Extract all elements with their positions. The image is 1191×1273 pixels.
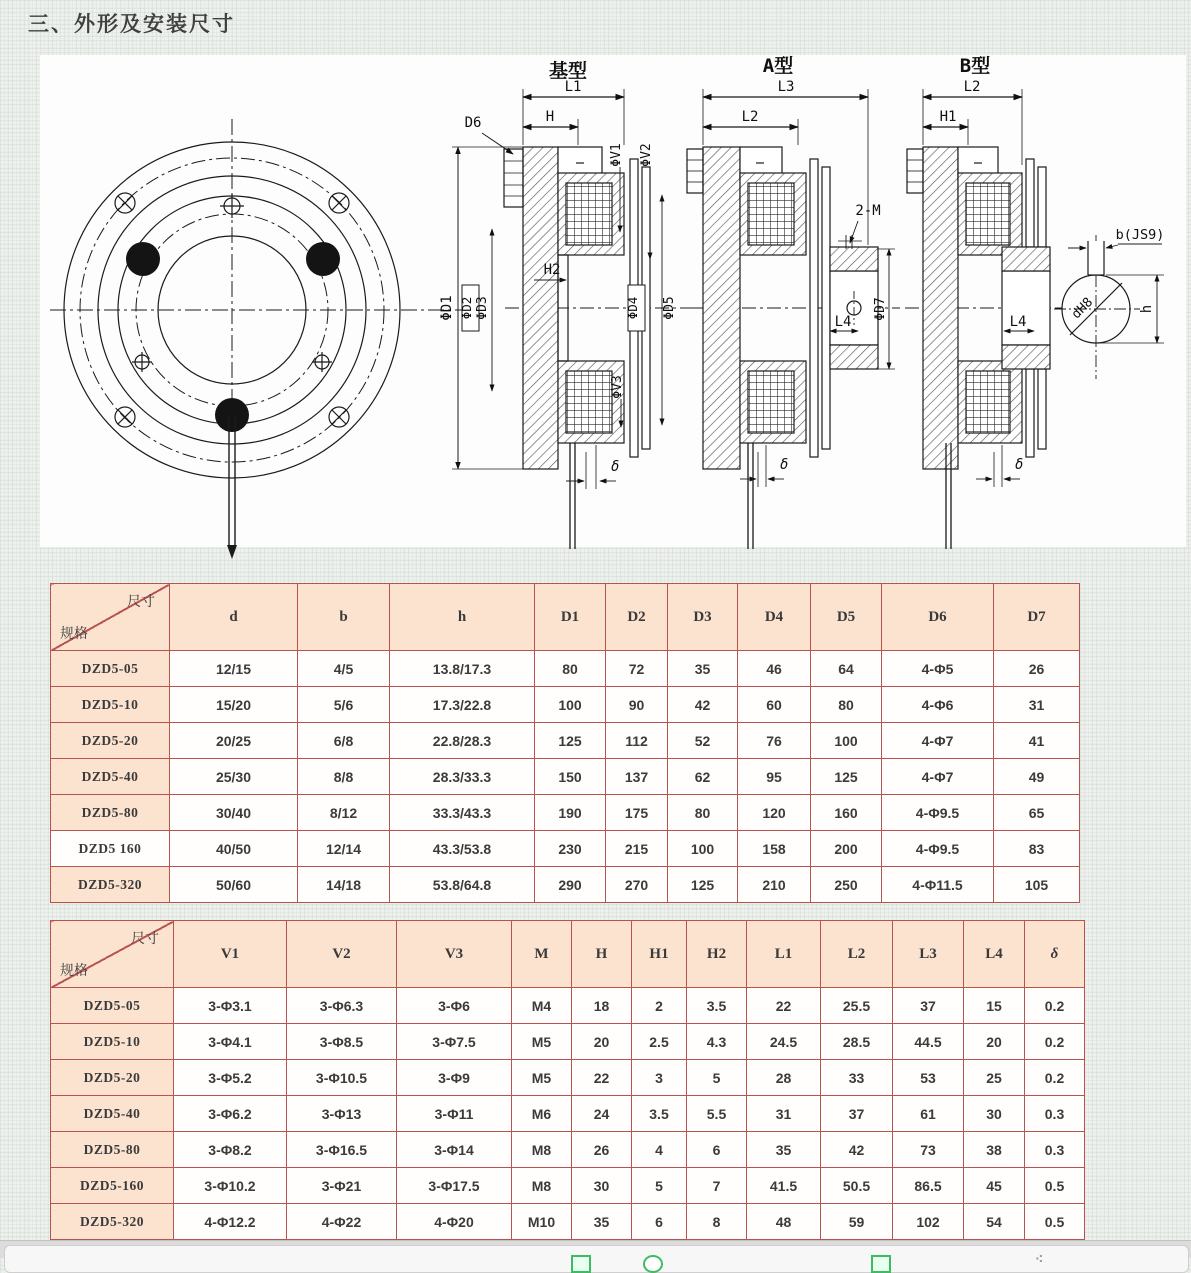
cell: 3-Φ11 xyxy=(397,1096,512,1132)
cell: 3-Φ10.2 xyxy=(174,1168,287,1204)
cell: 17.3/22.8 xyxy=(390,687,535,723)
cell: 25.5 xyxy=(821,988,893,1024)
table-row xyxy=(51,1132,1085,1168)
cell: 8/12 xyxy=(298,795,390,831)
lead-wire xyxy=(227,415,237,559)
dim-l4-b: L4 xyxy=(1009,314,1027,330)
dim-l2-b: L2 xyxy=(963,79,981,95)
col-header: L2 xyxy=(821,921,893,988)
cell: 72 xyxy=(606,651,668,687)
col-header: L3 xyxy=(893,921,964,988)
dim-h2: H2 xyxy=(543,262,561,278)
col-header: b xyxy=(298,584,390,651)
cell: M5 xyxy=(512,1060,572,1096)
cell: 80 xyxy=(535,651,606,687)
cell: 24 xyxy=(572,1096,632,1132)
cell: 42 xyxy=(668,687,738,723)
cell: 95 xyxy=(738,759,811,795)
cell: 125 xyxy=(668,867,738,903)
cell: 18 xyxy=(572,988,632,1024)
cell: 3-Φ6.3 xyxy=(287,988,397,1024)
lead-wire xyxy=(748,443,753,549)
table-row xyxy=(51,1168,1085,1204)
dim-l2-a: L2 xyxy=(741,109,759,125)
cell: 100 xyxy=(668,831,738,867)
cell: 3 xyxy=(632,1060,687,1096)
cell: 3-Φ6 xyxy=(397,988,512,1024)
cell: 80 xyxy=(811,687,882,723)
dimension-table-d xyxy=(50,583,1080,903)
cell: 4-Φ12.2 xyxy=(174,1204,287,1240)
cell: 53.8/64.8 xyxy=(390,867,535,903)
cell: 0.3 xyxy=(1025,1096,1085,1132)
cell: 7 xyxy=(687,1168,747,1204)
cell: 3-Φ8.5 xyxy=(287,1024,397,1060)
cell: 46 xyxy=(738,651,811,687)
front-view xyxy=(50,119,468,559)
cell: 100 xyxy=(535,687,606,723)
col-header: D3 xyxy=(668,584,738,651)
cell: 3-Φ9 xyxy=(397,1060,512,1096)
dim-l3: L3 xyxy=(777,79,795,95)
corner-label-spec: 规格 xyxy=(60,627,88,642)
cell: 125 xyxy=(811,759,882,795)
dim-phi-d5: ΦD5 xyxy=(662,296,677,320)
col-header: V3 xyxy=(397,921,512,988)
col-header: V2 xyxy=(287,921,397,988)
cell: 2.5 xyxy=(632,1024,687,1060)
dim-b-js9: b(JS9) xyxy=(1115,227,1165,243)
cell: 137 xyxy=(606,759,668,795)
cell: 45 xyxy=(964,1168,1025,1204)
cell: 8/8 xyxy=(298,759,390,795)
view-title-b: B型 xyxy=(959,55,991,77)
table-row xyxy=(51,1024,1085,1060)
cell: 125 xyxy=(535,723,606,759)
cell: 0.5 xyxy=(1025,1204,1085,1240)
cell: 54 xyxy=(964,1204,1025,1240)
cell: 41 xyxy=(994,723,1080,759)
col-header: D1 xyxy=(535,584,606,651)
cell: 37 xyxy=(893,988,964,1024)
cell: 4/5 xyxy=(298,651,390,687)
footer-toolbar xyxy=(0,1240,1191,1266)
cell: 3.5 xyxy=(632,1096,687,1132)
cell: 28.3/33.3 xyxy=(390,759,535,795)
cell: 3-Φ4.1 xyxy=(174,1024,287,1060)
cell: 25 xyxy=(964,1060,1025,1096)
cell: 49 xyxy=(994,759,1080,795)
cell: 150 xyxy=(535,759,606,795)
cell: 200 xyxy=(811,831,882,867)
row-model: DZD5-10 xyxy=(51,1024,174,1060)
col-header: h xyxy=(390,584,535,651)
view-title-base: 基型 xyxy=(548,60,588,82)
cell: 26 xyxy=(994,651,1080,687)
cell: 158 xyxy=(738,831,811,867)
table-header-row xyxy=(51,921,1085,988)
cell: 4-Φ20 xyxy=(397,1204,512,1240)
base-type-section xyxy=(439,59,692,549)
cell: 270 xyxy=(606,867,668,903)
dim-delta-b: δ xyxy=(1015,457,1024,473)
cell: 250 xyxy=(811,867,882,903)
cell: 8 xyxy=(687,1204,747,1240)
dim-h: H xyxy=(545,109,555,125)
cell: M6 xyxy=(512,1096,572,1132)
col-header: H1 xyxy=(632,921,687,988)
cell: 6 xyxy=(687,1132,747,1168)
cell: 15/20 xyxy=(170,687,298,723)
cell: 3-Φ16.5 xyxy=(287,1132,397,1168)
cell: 22 xyxy=(572,1060,632,1096)
cell: 14/18 xyxy=(298,867,390,903)
cell: 3-Φ5.2 xyxy=(174,1060,287,1096)
table-row xyxy=(51,867,1080,903)
green-bar-icon[interactable] xyxy=(871,1255,891,1273)
cell: 2 xyxy=(632,988,687,1024)
cell: 61 xyxy=(893,1096,964,1132)
col-header: D2 xyxy=(606,584,668,651)
cell: 4 xyxy=(632,1132,687,1168)
cell: 64 xyxy=(811,651,882,687)
cell: 41.5 xyxy=(747,1168,821,1204)
dim-d-h8: dH8 xyxy=(1068,294,1097,323)
row-model: DZD5-40 xyxy=(51,759,170,795)
cell: 112 xyxy=(606,723,668,759)
cell: 28 xyxy=(747,1060,821,1096)
cell: 0.3 xyxy=(1025,1132,1085,1168)
table-header-row xyxy=(51,584,1080,651)
table-row xyxy=(51,687,1080,723)
cell: 5 xyxy=(687,1060,747,1096)
cell: 43.3/53.8 xyxy=(390,831,535,867)
cell: 33.3/43.3 xyxy=(390,795,535,831)
cell: 0.5 xyxy=(1025,1168,1085,1204)
row-model: DZD5-10 xyxy=(51,687,170,723)
cell: 12/15 xyxy=(170,651,298,687)
table-row xyxy=(51,651,1080,687)
cell: 210 xyxy=(738,867,811,903)
table-row xyxy=(51,759,1080,795)
col-header: H2 xyxy=(687,921,747,988)
cell: 26 xyxy=(572,1132,632,1168)
col-header: L4 xyxy=(964,921,1025,988)
dim-phi-d7: ΦD7 xyxy=(873,297,888,321)
cell: 28.5 xyxy=(821,1024,893,1060)
col-header: H xyxy=(572,921,632,988)
cell: 3-Φ17.5 xyxy=(397,1168,512,1204)
cell: 80 xyxy=(668,795,738,831)
cell: 20 xyxy=(964,1024,1025,1060)
dim-delta-a: δ xyxy=(780,457,789,473)
cell: 48 xyxy=(747,1204,821,1240)
cell: 42 xyxy=(821,1132,893,1168)
table-row xyxy=(51,1060,1085,1096)
cell: 215 xyxy=(606,831,668,867)
row-model: DZD5-160 xyxy=(51,1168,174,1204)
cell: 5.5 xyxy=(687,1096,747,1132)
cell: 4-Φ11.5 xyxy=(882,867,994,903)
row-model: DZD5 160 xyxy=(51,831,170,867)
row-model: DZD5-05 xyxy=(51,651,170,687)
cell: 31 xyxy=(747,1096,821,1132)
cell: 3-Φ14 xyxy=(397,1132,512,1168)
cell: 4-Φ6 xyxy=(882,687,994,723)
cell: 76 xyxy=(738,723,811,759)
table-row xyxy=(51,795,1080,831)
cell: M8 xyxy=(512,1168,572,1204)
dim-l4-a: L4 xyxy=(834,314,852,330)
row-model: DZD5-320 xyxy=(51,867,170,903)
cell: 60 xyxy=(738,687,811,723)
cell: 30 xyxy=(572,1168,632,1204)
cell: 4-Φ7 xyxy=(882,759,994,795)
table-row xyxy=(51,831,1080,867)
table-row xyxy=(51,988,1085,1024)
cell: 31 xyxy=(994,687,1080,723)
cell: 3-Φ10.5 xyxy=(287,1060,397,1096)
cell: 230 xyxy=(535,831,606,867)
cell: 3-Φ3.1 xyxy=(174,988,287,1024)
cell: 20 xyxy=(572,1024,632,1060)
cell: 38 xyxy=(964,1132,1025,1168)
cell: M8 xyxy=(512,1132,572,1168)
dim-phi-d1: ΦD1 xyxy=(439,295,455,321)
cell: 0.2 xyxy=(1025,988,1085,1024)
green-circle-icon[interactable] xyxy=(643,1255,663,1273)
dim-phi-v3: ΦV3 xyxy=(610,375,625,399)
cell: 5/6 xyxy=(298,687,390,723)
footer-toolbar-inner xyxy=(4,1245,1189,1273)
cell: 102 xyxy=(893,1204,964,1240)
cell: 3-Φ21 xyxy=(287,1168,397,1204)
row-model: DZD5-20 xyxy=(51,1060,174,1096)
cell: M5 xyxy=(512,1024,572,1060)
table-row xyxy=(51,723,1080,759)
cell: 3-Φ13 xyxy=(287,1096,397,1132)
cell: 33 xyxy=(821,1060,893,1096)
row-model: DZD5-40 xyxy=(51,1096,174,1132)
cell: 90 xyxy=(606,687,668,723)
corner-label-size: 尺寸 xyxy=(127,595,155,610)
cell: 22.8/28.3 xyxy=(390,723,535,759)
cell: 86.5 xyxy=(893,1168,964,1204)
cell: 290 xyxy=(535,867,606,903)
cell: 6 xyxy=(632,1204,687,1240)
row-model: DZD5-80 xyxy=(51,1132,174,1168)
cell: 22 xyxy=(747,988,821,1024)
cell: 73 xyxy=(893,1132,964,1168)
cell: M4 xyxy=(512,988,572,1024)
row-model: DZD5-80 xyxy=(51,795,170,831)
cell: 13.8/17.3 xyxy=(390,651,535,687)
view-title-a: A型 xyxy=(762,55,794,77)
cell: 25/30 xyxy=(170,759,298,795)
cell: 15 xyxy=(964,988,1025,1024)
dimension-table-vl xyxy=(50,920,1085,1240)
ellipsis-icon[interactable]: ⁖ xyxy=(1035,1252,1044,1266)
col-header: d xyxy=(170,584,298,651)
dim-h-shaft: h xyxy=(1139,304,1155,314)
mounting-pad-icon xyxy=(126,242,340,432)
dim-phi-d4: ΦD4 xyxy=(625,296,640,320)
row-model: DZD5-20 xyxy=(51,723,170,759)
cell: 3-Φ7.5 xyxy=(397,1024,512,1060)
cell: 5 xyxy=(632,1168,687,1204)
col-header: D6 xyxy=(882,584,994,651)
corner-label-spec: 规格 xyxy=(60,964,88,979)
cell: 35 xyxy=(668,651,738,687)
dim-phi-d2: ΦD2 xyxy=(459,296,474,320)
col-header: D7 xyxy=(994,584,1080,651)
cell: 175 xyxy=(606,795,668,831)
cell: 35 xyxy=(747,1132,821,1168)
cell: 37 xyxy=(821,1096,893,1132)
col-header: D5 xyxy=(811,584,882,651)
lead-wire xyxy=(570,443,575,549)
b-type-section xyxy=(905,54,1062,549)
dim-d6: D6 xyxy=(464,115,482,131)
cell: 120 xyxy=(738,795,811,831)
table-row xyxy=(51,1204,1085,1240)
table-row xyxy=(51,1096,1085,1132)
cell: 35 xyxy=(572,1204,632,1240)
dim-delta-base: δ xyxy=(611,459,620,475)
cell: 4-Φ9.5 xyxy=(882,795,994,831)
cell: 12/14 xyxy=(298,831,390,867)
dim-phi-v2: ΦV2 xyxy=(639,143,654,167)
a-type-section xyxy=(687,54,900,549)
dim-h1: H1 xyxy=(939,109,957,125)
cell: 53 xyxy=(893,1060,964,1096)
cell: 50/60 xyxy=(170,867,298,903)
cell: 0.2 xyxy=(1025,1060,1085,1096)
cell: 44.5 xyxy=(893,1024,964,1060)
shaft-detail-view xyxy=(1054,227,1164,379)
dim-l1: L1 xyxy=(564,79,582,95)
cell: 59 xyxy=(821,1204,893,1240)
cell: M10 xyxy=(512,1204,572,1240)
dim-phi-v1: ΦV1 xyxy=(609,143,624,167)
cell: 40/50 xyxy=(170,831,298,867)
cell: 100 xyxy=(811,723,882,759)
cell: 4-Φ9.5 xyxy=(882,831,994,867)
technical-drawing-panel xyxy=(40,55,1186,547)
cell: 3-Φ8.2 xyxy=(174,1132,287,1168)
row-model: DZD5-320 xyxy=(51,1204,174,1240)
page-title: 三、外形及安装尺寸 xyxy=(28,13,235,36)
cell: 4.3 xyxy=(687,1024,747,1060)
cell: 24.5 xyxy=(747,1024,821,1060)
cell: 83 xyxy=(994,831,1080,867)
col-header: L1 xyxy=(747,921,821,988)
engineering-drawing xyxy=(40,55,1186,547)
cell: 4-Φ22 xyxy=(287,1204,397,1240)
col-header: V1 xyxy=(174,921,287,988)
cell: 0.2 xyxy=(1025,1024,1085,1060)
cell: 190 xyxy=(535,795,606,831)
cell: 30 xyxy=(964,1096,1025,1132)
cell: 52 xyxy=(668,723,738,759)
col-header: δ xyxy=(1025,921,1085,988)
cell: 105 xyxy=(994,867,1080,903)
col-header: D4 xyxy=(738,584,811,651)
cell: 3.5 xyxy=(687,988,747,1024)
col-header: M xyxy=(512,921,572,988)
cell: 6/8 xyxy=(298,723,390,759)
cell: 3-Φ6.2 xyxy=(174,1096,287,1132)
row-model: DZD5-05 xyxy=(51,988,174,1024)
cell: 30/40 xyxy=(170,795,298,831)
dim-phi-d3: ΦD3 xyxy=(475,296,490,320)
cell: 160 xyxy=(811,795,882,831)
corner-cell xyxy=(51,584,170,651)
green-bar-icon[interactable] xyxy=(571,1255,591,1273)
cell: 4-Φ7 xyxy=(882,723,994,759)
dim-2m: 2-M xyxy=(855,203,881,219)
cell: 62 xyxy=(668,759,738,795)
corner-label-size: 尺寸 xyxy=(131,932,159,947)
cell: 50.5 xyxy=(821,1168,893,1204)
cell: 4-Φ5 xyxy=(882,651,994,687)
cell: 20/25 xyxy=(170,723,298,759)
cell: 65 xyxy=(994,795,1080,831)
corner-cell xyxy=(51,921,174,988)
